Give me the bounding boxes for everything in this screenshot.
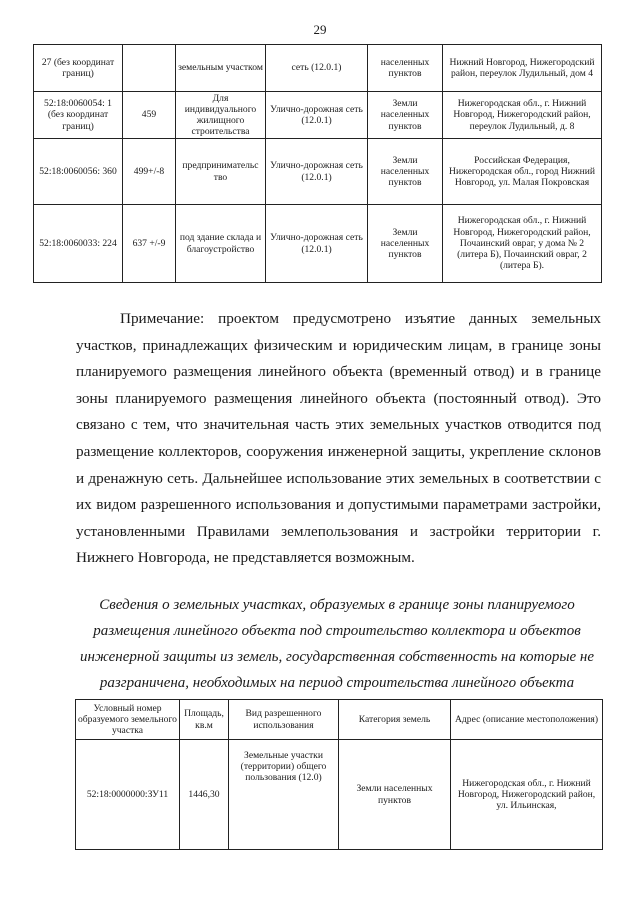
table-row: [34, 92, 602, 139]
planned-use-cell: Улично-дорожная сеть (12.0.1): [266, 139, 368, 205]
area-cell: 1446,30: [180, 740, 229, 850]
land-category-cell: Земли населенных пунктов: [368, 205, 443, 283]
table-row: [76, 740, 603, 850]
land-plots-table-continued: [33, 44, 602, 283]
permitted-use-cell: под здание склада и благоустройство: [176, 205, 266, 283]
column-header: Площадь, кв.м: [180, 700, 229, 740]
area-cell: 637 +/-9: [123, 205, 176, 283]
plot-number-cell: 52:18:0000000:ЗУ11: [76, 740, 180, 850]
table-row: [34, 205, 602, 283]
section-heading-line: инженерной защиты из земель, государственная собственность на которые не: [79, 649, 595, 665]
land-category-cell: Земли населенных пунктов: [368, 139, 443, 205]
land-category-cell: Земли населенных пунктов: [339, 740, 451, 850]
planned-use-cell: Улично-дорожная сеть (12.0.1): [266, 92, 368, 139]
column-header: Категория земель: [339, 700, 451, 740]
land-category-cell: населенных пунктов: [368, 45, 443, 92]
column-header: Вид разрешенного использования: [229, 700, 339, 740]
address-cell: Нижегородская обл., г. Нижний Новгород, Нижегородский район, переулок Лудильный, д. 8: [443, 92, 602, 139]
address-cell: Российская Федерация, Нижегородская обл., город Нижний Новгород, ул. Малая Покровская: [443, 139, 602, 205]
table-header-row: [76, 700, 603, 740]
planned-use-cell: сеть (12.0.1): [266, 45, 368, 92]
cadastral-number-cell: 52:18:0060054: 1 (без координат границ): [34, 92, 123, 139]
permitted-use-cell: Для индивидуального жилищного строительства: [176, 92, 266, 139]
planned-use-cell: Улично-дорожная сеть (12.0.1): [266, 205, 368, 283]
section-heading-line: разграничена, необходимых на период строительства линейного объекта: [99, 675, 575, 691]
permitted-use-cell: Земельные участки (территории) общего пользования (12.0): [229, 740, 339, 850]
cadastral-number-cell: 27 (без координат границ): [34, 45, 123, 92]
table-row: [34, 45, 602, 92]
page-number: 29: [313, 22, 327, 37]
land-category-cell: Земли населенных пунктов: [368, 92, 443, 139]
section-heading: [70, 592, 604, 696]
area-cell: [123, 45, 176, 92]
area-cell: 499+/-8: [123, 139, 176, 205]
column-header: Условный номер образуемого земельного участка: [76, 700, 180, 740]
address-cell: Нижегородская обл., г. Нижний Новгород, Нижегородский район, Почаинский овраг, у дома № 2 (литера Б), Почаинский овраг, 2 (литера Б).: [443, 205, 602, 283]
permitted-use-cell: земельным участком: [176, 45, 266, 92]
section-heading-line: Сведения о земельных участках, образуемых в границе зоны планируемого: [99, 597, 575, 613]
column-header: Адрес (описание местоположения): [451, 700, 603, 740]
permitted-use-cell: предпринимательс тво: [176, 139, 266, 205]
note-paragraph: [76, 306, 601, 572]
section-heading-line: размещения линейного объекта под строительство коллектора и объектов: [93, 623, 581, 639]
cadastral-number-cell: 52:18:0060033: 224: [34, 205, 123, 283]
area-cell: 459: [123, 92, 176, 139]
cadastral-number-cell: 52:18:0060056: 360: [34, 139, 123, 205]
address-cell: Нижний Новгород, Нижегородский район, переулок Лудильный, дом 4: [443, 45, 602, 92]
note-text: Примечание: проектом предусмотрено изъятие данных земельных участков, принадлежащих физическим и юридическим лицам, в границе зоны планируемого размещения линейного объекта (временный отвод) и в границе зоны планируемого размещения линейного объекта (постоянный отвод). Это связано с тем, что значительная часть этих земельных участков отводится под размещение коллекторов, сооружения инженерной защиты, укрепление склонов и дренажную сеть. Дальнейшее использование этих земельных в соответствии с их видом разрешенного использования и допустимыми параметрами застройки, установленными Правилами землепользования и застройки территории г. Нижнего Новгорода, не представляется возможным.: [76, 310, 601, 567]
address-cell: Нижегородская обл., г. Нижний Новгород, Нижегородский район, ул. Ильинская,: [451, 740, 603, 850]
formed-plots-table: [75, 699, 603, 850]
table-row: [34, 139, 602, 205]
